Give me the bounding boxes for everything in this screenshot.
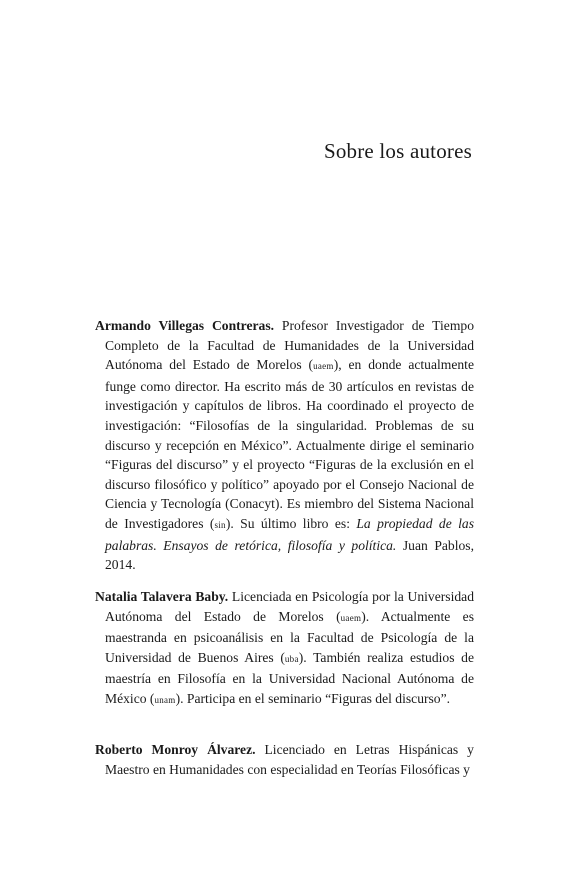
author-name: Natalia Talavera Baby. (95, 589, 229, 604)
bio-text: Profesor Investigador de Tiempo Completo de la Facultad de Humanidades de la Universidad Autónoma del Estado de Morelos ( (105, 318, 474, 373)
bio-text: ). También realiza estudios de maestría en Filosofía en la Universidad Nacional Autónoma de México ( (105, 649, 474, 706)
institution-abbreviation: uba (284, 653, 299, 664)
author-bio (95, 740, 474, 779)
bio-text: Juan Pablos, 2014. (105, 537, 474, 573)
author-bio (95, 587, 474, 711)
author-name: Roberto Monroy Álvarez. (95, 742, 256, 757)
author-bio (95, 316, 474, 575)
author-bio-paragraph (95, 587, 474, 711)
bio-text: ). Actualmente es maestranda en psicoanálisis en la Facultad de Psicología de la Universidad de Buenos Aires ( (105, 608, 475, 665)
author-name: Armando Villegas Contreras. (95, 318, 275, 333)
institution-abbreviation: uaem (340, 612, 362, 623)
book-title: La propiedad de las palabras. Ensayos de retórica, filosofía y política. (105, 515, 475, 553)
bio-text: ). Participa en el seminario “Figuras del discurso”. (175, 690, 451, 706)
bio-text: ), en donde actualmente funge como director. Ha escrito más de 30 artículos en revistas de investigación y capítulos de libros. Ha coordinado el proyecto de investigación: “Filosofías de la singularidad. Problemas de su discurso y recepción en México”. Actualmente dirige el seminario “Figuras del discurso” y el proyecto “Figuras de la exclusión en el discurso filosófico y político” apoyado por el Consejo Nacional de Ciencia y Tecnología (Conacyt). Es miembro del Sistema Nacional de Investigadores ( (105, 357, 474, 531)
author-bio-paragraph (95, 740, 474, 779)
bio-text: Licenciada en Psicología por la Universidad Autónoma del Estado de Morelos ( (105, 589, 474, 624)
institution-abbreviation: sin (214, 519, 226, 530)
bio-text: Licenciado en Letras Hispánicas y Maestro en Humanidades con especialidad en Teorías Filosóficas y (105, 742, 474, 777)
chapter-title: Sobre los autores (323, 139, 472, 163)
institution-abbreviation: unam (154, 694, 176, 705)
bio-text: ). Su último libro es: (225, 515, 357, 531)
author-bio-paragraph (95, 316, 474, 575)
institution-abbreviation: uaem (313, 361, 334, 372)
